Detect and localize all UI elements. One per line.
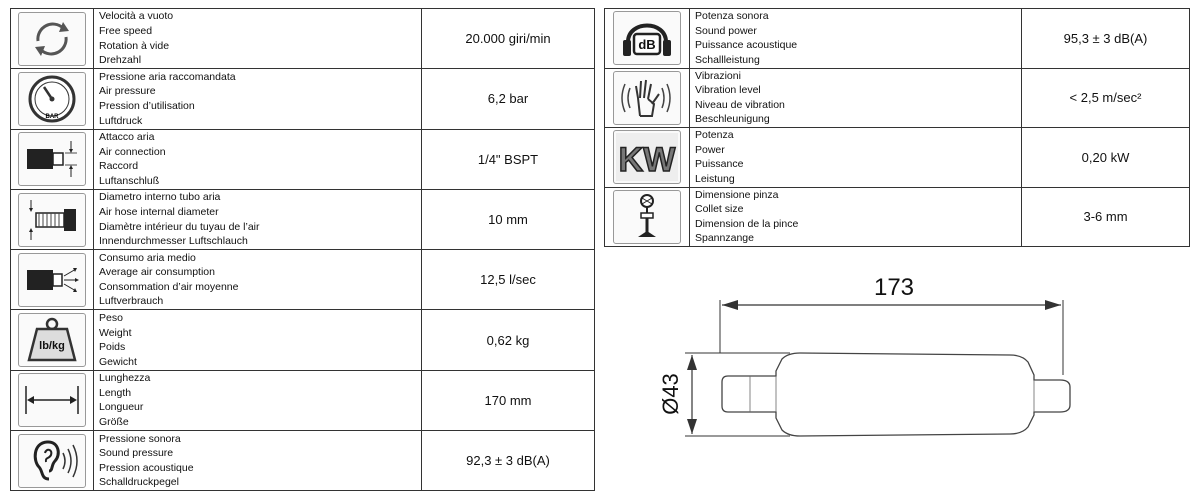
spec-value: 95,3 ± 3 dB(A) [1022,9,1190,69]
spec-label-de: Luftverbrauch [99,295,164,308]
db-text: dB [638,37,656,53]
length-label: 173 [873,274,915,301]
tool-dimension-drawing [610,265,1190,495]
spec-label-fr: Consommation d’air moyenne [99,280,239,293]
diameter-arrow-bottom [687,419,697,434]
air-consumption-icon [18,253,86,307]
spec-row-vibration [605,68,1190,128]
spec-label-de: Schallleistung [695,53,760,66]
spec-value: 0,20 kW [1022,128,1190,188]
spec-row-free-speed [11,9,595,69]
spec-label-it: Velocità a vuoto [99,10,174,23]
spec-value: 0,62 kg [422,310,595,370]
spec-value: 92,3 ± 3 dB(A) [422,431,595,491]
length-arrow-right [1045,300,1061,310]
spec-row-collet [605,187,1190,247]
spec-label-en: Air pressure [99,85,156,98]
spec-label-it: Potenza [695,129,734,142]
spec-label-fr: Pression d’utilisation [99,99,195,112]
spec-label-de: Drehzahl [99,54,142,67]
spec-value: 1/4" BSPT [422,129,595,189]
vibration-hand-icon [613,71,681,125]
spec-label-it: Potenza sonora [695,10,769,23]
spec-label-en: Average air consumption [99,266,215,279]
collet-icon [613,190,681,244]
spec-label-en: Length [99,386,132,399]
spec-row-power [605,128,1190,188]
kw-text: KW [618,141,676,180]
spec-label-en: Power [695,143,725,156]
spec-label-fr: Longueur [99,401,144,414]
spec-label-it: Lunghezza [99,372,151,385]
spec-label-it: Peso [99,311,123,324]
spec-label-en: Air connection [99,145,166,158]
pressure-gauge-icon [18,72,86,126]
spec-label-it: Vibrazioni [695,69,741,82]
spec-value: 3-6 mm [1022,187,1190,247]
diameter-arrow-top [687,355,697,370]
spec-row-length [11,370,595,430]
hose-diameter-icon [18,193,86,247]
gauge-bar-text: BAR [45,113,59,120]
spec-label-fr: Puissance [695,158,744,171]
spec-label-en: Sound power [695,24,757,37]
spec-label-de: Luftanschluß [99,174,160,187]
left-spec-table [10,8,595,491]
spec-label-it: Pressione sonora [99,432,181,445]
headphones-db-icon [613,11,681,65]
spec-label-it: Dimensione pinza [695,188,779,201]
spec-label-it: Attacco aria [99,131,155,144]
spec-row-hose-diameter [11,189,595,249]
spec-label-de: Leistung [695,172,735,185]
spec-label-de: Gewicht [99,355,137,368]
spec-value: 170 mm [422,370,595,430]
length-arrow-left [722,300,738,310]
spec-label-it: Consumo aria medio [99,251,196,264]
spec-label-fr: Dimension de la pince [695,217,799,230]
spec-row-air-consumption [11,250,595,310]
spec-label-fr: Pression acoustique [99,461,194,474]
spec-label-en: Air hose internal diameter [99,205,219,218]
weight-icon [18,313,86,367]
spec-value: < 2,5 m/sec² [1022,68,1190,128]
spec-row-weight [11,310,595,370]
spec-label-it: Pressione aria raccomandata [99,70,236,83]
spec-label-fr: Raccord [99,160,139,173]
kw-icon [613,130,681,184]
spec-row-sound-pressure [11,431,595,491]
air-connection-icon [18,132,86,186]
spec-value: 12,5 l/sec [422,250,595,310]
spec-value: 10 mm [422,189,595,249]
spec-label-fr: Poids [99,341,126,354]
spec-label-en: Vibration level [695,84,761,97]
weight-unit-text: lb/kg [39,340,65,353]
spec-value: 20.000 giri/min [422,9,595,69]
spec-label-de: Beschleunigung [695,113,770,126]
spec-label-de: Innendurchmesser Luftschlauch [99,235,248,248]
spec-label-de: Schalldruckpegel [99,476,179,489]
ear-sound-icon [18,434,86,488]
spec-label-en: Sound pressure [99,447,174,460]
spec-value: 6,2 bar [422,69,595,129]
spec-label-fr: Rotation à vide [99,39,170,52]
spec-row-air-pressure [11,69,595,129]
tool-outline [722,353,1070,436]
spec-row-sound-power [605,9,1190,69]
spec-label-de: Spannzange [695,232,754,245]
rotation-arrows-icon [18,12,86,66]
spec-label-en: Weight [99,326,132,339]
diameter-label: Ø43 [658,373,683,415]
spec-label-de: Größe [99,416,129,429]
right-spec-table [604,8,1190,247]
spec-label-fr: Puissance acoustique [695,39,798,52]
spec-label-en: Collet size [695,203,744,216]
spec-label-it: Diametro interno tubo aria [99,191,221,204]
spec-label-fr: Niveau de vibration [695,98,785,111]
spec-label-en: Free speed [99,25,153,38]
spec-label-de: Luftdruck [99,114,143,127]
length-arrow-icon [18,373,86,427]
spec-label-fr: Diamètre intérieur du tuyau de l’air [99,220,260,233]
spec-row-air-connection [11,129,595,189]
